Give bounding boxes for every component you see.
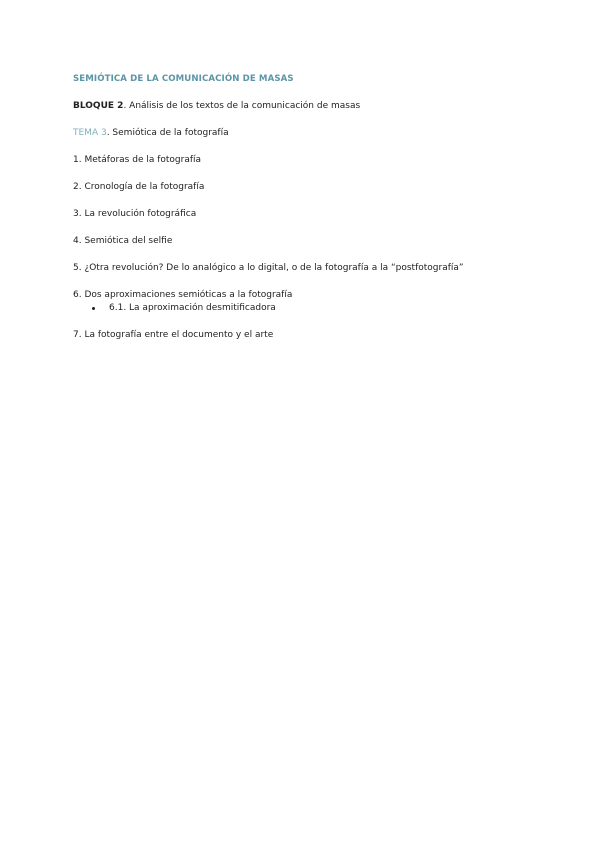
section-item-4: 4. Semiótica del selfie xyxy=(73,236,173,246)
bullet-icon xyxy=(92,307,95,310)
section-item-6: 6. Dos aproximaciones semióticas a la fotografía xyxy=(73,290,293,300)
section-item-3: 3. La revolución fotográfica xyxy=(73,209,197,219)
section-item-1: 1. Metáforas de la fotografía xyxy=(73,155,202,165)
subitem-6-1 xyxy=(73,302,573,315)
subitem-6-1-text: 6.1. La aproximación desmitificadora xyxy=(109,303,276,313)
section-item-5: 5. ¿Otra revolución? De lo analógico a lo digital, o de la fotografía a la “postfotografía” xyxy=(73,263,464,273)
section-item-7: 7. La fotografía entre el documento y el arte xyxy=(73,330,274,340)
tema-heading xyxy=(73,126,573,140)
section-item-2: 2. Cronología de la fotografía xyxy=(73,182,205,192)
tema-text: . Semiótica de la fotografía xyxy=(106,128,229,138)
bloque-label: BLOQUE 2 xyxy=(73,101,124,111)
bloque-text: . Análisis de los textos de la comunicación de masas xyxy=(123,101,361,111)
tema-label: TEMA 3 xyxy=(73,128,107,138)
document-page xyxy=(73,72,573,342)
bloque-heading xyxy=(73,99,573,113)
document-title: SEMIÓTICA DE LA COMUNICACIÓN DE MASAS xyxy=(73,74,294,84)
section-6-sublist xyxy=(73,302,573,315)
